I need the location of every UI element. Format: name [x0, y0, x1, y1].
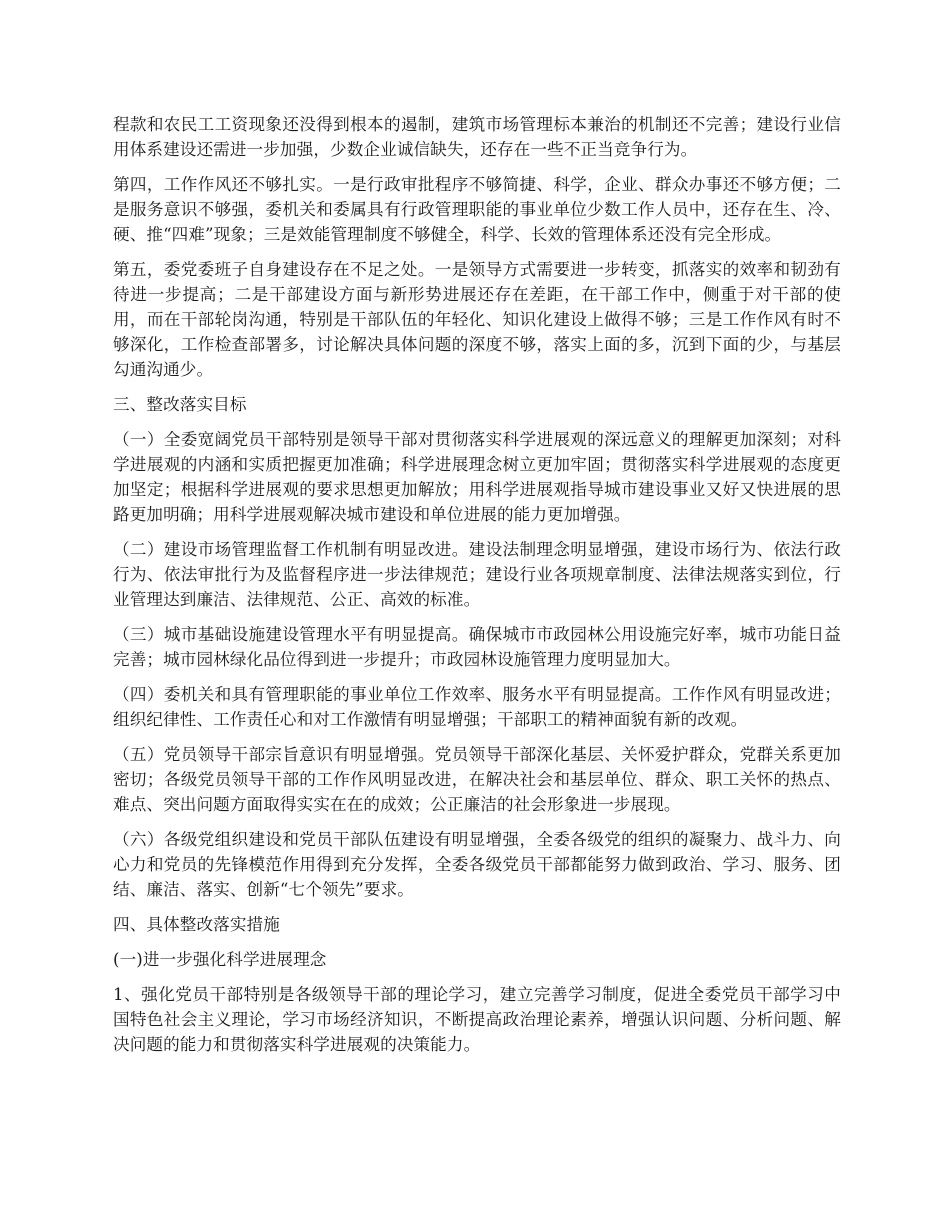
goal-paragraph-3: （三）城市基础设施建设管理水平有明显提高。确保城市市政园林公用设施完好率，城市功能日益完善；城市园林绿化品位得到进一步提升；市政园林设施管理力度明显加大。	[113, 625, 841, 669]
paragraph-2: 第四，工作作风还不够扎实。一是行政审批程序不够简捷、科学，企业、群众办事还不够方便；二是服务意识不够强，委机关和委属具有行政管理职能的事业单位少数工作人员中，还存在生、冷、硬、推“四难”现象；三是效能管理制度不够健全，科学、长效的管理体系还没有完全形成。	[113, 175, 841, 244]
paragraph-1: 程款和农民工工资现象还没得到根本的遏制，建筑市场管理标本兼治的机制还不完善；建设行业信用体系建设还需进一步加强，少数企业诚信缺失，还存在一些不正当竞争行为。	[113, 115, 841, 159]
section-heading-4: 四、具体整改落实措施	[113, 915, 280, 934]
section-heading-3: 三、整改落实目标	[113, 395, 247, 414]
document-body	[113, 112, 841, 1067]
goal-paragraph-4: （四）委机关和具有管理职能的事业单位工作效率、服务水平有明显提高。工作作风有明显改进；组织纪律性、工作责任心和对工作激情有明显增强；干部职工的精神面貌有新的改观。	[113, 685, 841, 729]
subsection-heading-1: (一)进一步强化科学进展理念	[113, 950, 327, 969]
goal-paragraph-6: （六）各级党组织建设和党员干部队伍建设有明显增强，全委各级党的组织的凝聚力、战斗力、向心力和党员的先锋模范作用得到充分发挥，全委各级党员干部都能努力做到政治、学习、服务、团结、廉洁、落实、创新“七个领先”要求。	[113, 830, 841, 899]
measure-paragraph-1: 1、强化党员干部特别是各级领导干部的理论学习，建立完善学习制度，促进全委党员干部学习中国特色社会主义理论，学习市场经济知识，不断提高政治理论素养，增强认识问题、分析问题、解决问题的能力和贯彻落实科学进展观的决策能力。	[113, 985, 841, 1054]
paragraph-3: 第五，委党委班子自身建设存在不足之处。一是领导方式需要进一步转变，抓落实的效率和韧劲有待进一步提高；二是干部建设方面与新形势进展还存在差距，在干部工作中，侧重于对干部的使用，而在干部轮岗沟通，特别是干部队伍的年轻化、知识化建设上做得不够；三是工作作风有时不够深化，工作检查部署多，讨论解决具体问题的深度不够，落实上面的多，沉到下面的少，与基层勾通沟通少。	[113, 260, 841, 379]
goal-paragraph-2: （二）建设市场管理监督工作机制有明显改进。建设法制理念明显增强，建设市场行为、依法行政行为、依法审批行为及监督程序进一步法律规范；建设行业各项规章制度、法律法规落实到位，行业管理达到廉洁、法律规范、公正、高效的标准。	[113, 540, 841, 609]
goal-paragraph-5: （五）党员领导干部宗旨意识有明显增强。党员领导干部深化基层、关怀爱护群众，党群关系更加密切；各级党员领导干部的工作作风明显改进，在解决社会和基层单位、群众、职工关怀的热点、难点、突出问题方面取得实实在在的成效；公正廉洁的社会形象进一步展现。	[113, 745, 841, 814]
goal-paragraph-1: （一）全委宽阔党员干部特别是领导干部对贯彻落实科学进展观的深远意义的理解更加深刻；对科学进展观的内涵和实质把握更加准确；科学进展理念树立更加牢固；贯彻落实科学进展观的态度更加坚定；根据科学进展观的要求思想更加解放；用科学进展观指导城市建设事业又好又快进展的思路更加明确；用科学进展观解决城市建设和单位进展的能力更加增强。	[113, 430, 841, 524]
